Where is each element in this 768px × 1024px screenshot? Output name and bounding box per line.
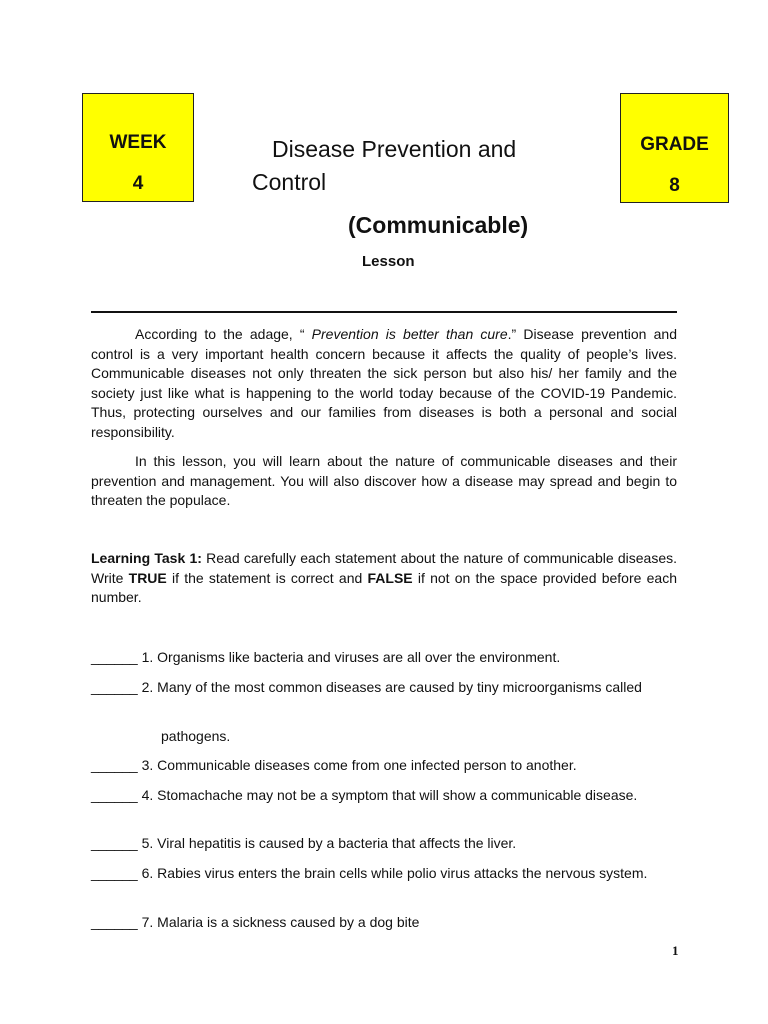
true-word: TRUE xyxy=(128,569,167,586)
intro-paragraph xyxy=(91,325,677,442)
false-word: FALSE xyxy=(367,569,413,586)
week-number: 4 xyxy=(132,173,144,194)
task-item-7: ______ 7. Malaria is a sickness caused by a dog bite xyxy=(91,914,420,930)
title-line-3: (Communicable) xyxy=(348,212,529,238)
grade-number: 8 xyxy=(669,175,680,196)
title-line-2: Control xyxy=(252,169,327,195)
task-text-3: if not on the space provided before each number. xyxy=(91,569,677,605)
lesson-paragraph xyxy=(91,452,677,511)
task-item-4: ______ 4. Stomachache may not be a symptom that will show a communicable disease. xyxy=(91,787,638,803)
grade-label: GRADE xyxy=(640,134,709,155)
week-box xyxy=(82,93,194,202)
page-number: 1 xyxy=(672,943,679,958)
task-label: Learning Task 1: xyxy=(91,550,202,566)
learning-task-instructions xyxy=(91,549,677,608)
title-divider xyxy=(91,311,677,313)
task-item-6: ______ 6. Rabies virus enters the brain cells while polio virus attacks the nervous system. xyxy=(91,865,648,881)
task-text-1: Read carefully each statement about the nature of communicable diseases. Write xyxy=(91,550,678,586)
lesson-text: In this lesson, you will learn about the nature of communicable diseases and their prevention and management. You will also discover how a disease may spread and begin to threaten the populace. xyxy=(91,453,677,508)
grade-box xyxy=(620,93,729,203)
task-item-3: ______ 3. Communicable diseases come from one infected person to another. xyxy=(91,757,577,773)
adage-quote: Prevention is better than cure xyxy=(311,326,508,342)
lesson-subtitle: Lesson xyxy=(362,253,415,270)
task-item-1: ______ 1. Organisms like bacteria and viruses are all over the environment. xyxy=(91,649,561,665)
title-line-1: Disease Prevention and xyxy=(272,136,517,162)
intro-post: .” Disease prevention and control is a very important health concern because it affects the quality of people’s lives. Communicable diseases not only threaten the sick person but also his/ her family and the society just like what is happening to the world today because of the COVID-19 Pandemic. Thus, protecting ourselves and our families from diseases is both a personal and social responsibility. xyxy=(91,326,677,440)
task-item-2: ______ 2. Many of the most common diseases are caused by tiny microorganisms called xyxy=(91,679,642,695)
task-text-2: if the statement is correct and xyxy=(166,569,368,586)
week-label: WEEK xyxy=(109,132,167,153)
intro-pre: According to the adage, “ xyxy=(135,326,312,342)
task-item-2-continued: pathogens. xyxy=(161,728,231,744)
task-item-5: ______ 5. Viral hepatitis is caused by a bacteria that affects the liver. xyxy=(91,835,517,851)
